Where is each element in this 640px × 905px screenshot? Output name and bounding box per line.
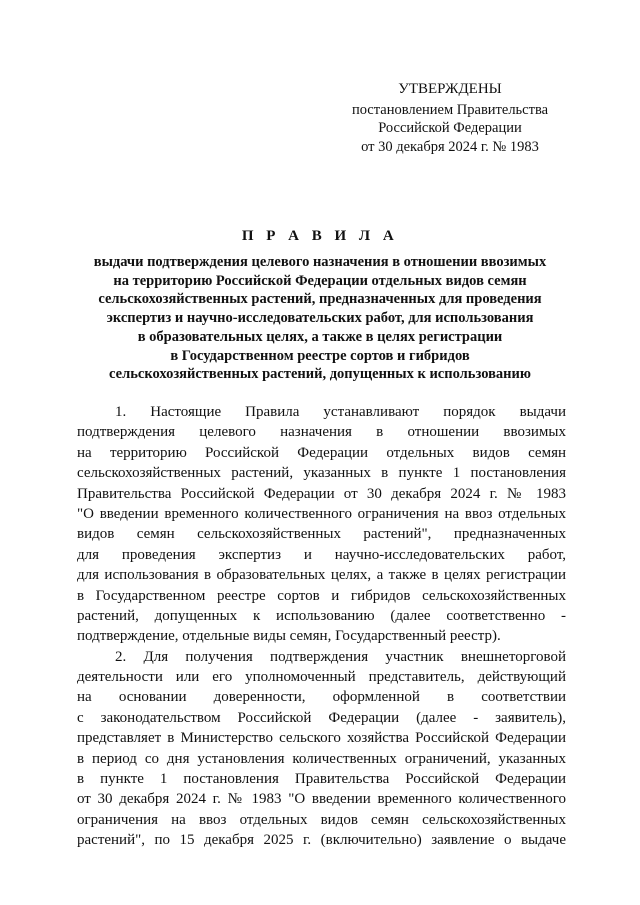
approval-line: постановлением Правительства	[351, 101, 549, 118]
paragraph-1-line: растений, допущенных к использованию (далее соответственно -	[77, 607, 566, 624]
paragraph-2-line: 2. Для получения подтверждения участник внешнеторговой	[115, 648, 566, 665]
paragraph-2-line: ограничения на ввоз отдельных видов семян сельскохозяйственных	[77, 811, 566, 828]
rules-subtitle	[60, 253, 580, 384]
subtitle-line: на территорию Российской Федерации отдельных видов семян	[113, 272, 527, 289]
paragraph-1-line: для использования в образовательных целях, а также в целях регистрации	[77, 567, 566, 584]
paragraph-1-line: для проведения экспертиз и научно-исследовательских работ,	[77, 546, 566, 563]
paragraph-1-line: сельскохозяйственных растений, указанных в пункте 1 постановления	[77, 465, 566, 482]
paragraph-2-line: в период со дня установления количественных ограничений, указанных	[77, 750, 566, 767]
approval-block	[330, 80, 570, 156]
paragraph-2-line: представляет в Министерство сельского хозяйства Российской Федерации	[77, 730, 566, 747]
paragraph-1-line: 1. Настоящие Правила устанавливают порядок выдачи	[115, 404, 566, 420]
paragraph-1-line: на территорию Российской Федерации отдельных видов семян	[77, 444, 566, 461]
paragraph-2-line: в пункте 1 постановления Правительства Российской Федерации	[77, 771, 566, 788]
subtitle-line: в Государственном реестре сортов и гибридов	[170, 347, 470, 364]
subtitle-line: выдачи подтверждения целевого назначения в отношении ввозимых	[93, 254, 547, 270]
paragraph-2-line: с законодательством Российской Федерации (далее - заявитель),	[77, 709, 566, 726]
subtitle-line: в образовательных целях, а также в целях регистрации	[137, 328, 503, 345]
approval-heading: УТВЕРЖДЕНЫ	[398, 81, 502, 97]
paragraph-1-line: подтверждения целевого назначения в отношении ввозимых	[77, 424, 566, 441]
paragraph-1-line: подтверждение, отдельные виды семян, Государственный реестр).	[77, 628, 501, 645]
paragraph-1-line: видов семян сельскохозяйственных растений", предназначенных	[77, 526, 566, 543]
paragraph-2-line: растений", по 15 декабря 2025 г. (включительно) заявление о выдаче	[77, 832, 566, 849]
subtitle-line: экспертиз и научно-исследовательских работ, для использования	[106, 310, 534, 327]
paragraph-1-line: в Государственном реестре сортов и гибридов сельскохозяйственных	[77, 587, 566, 604]
paragraph-1-line: "О введении временного количественного ограничения на ввоз отдельных	[77, 505, 566, 522]
approval-line: Российской Федерации	[378, 120, 522, 136]
paragraph-2-line: от 30 декабря 2024 г. № 1983 "О введении временного количественного	[77, 791, 566, 808]
document-body	[77, 402, 566, 851]
subtitle-line: сельскохозяйственных растений, допущенных к использованию	[109, 366, 531, 383]
rules-title: П Р А В И Л А	[241, 228, 399, 244]
paragraph-2-line: на основании доверенности, оформленной в соответствии	[77, 689, 566, 706]
paragraph-2-line: деятельности или его уполномоченный представитель, действующий	[77, 669, 566, 686]
approval-line: от 30 декабря 2024 г. № 1983	[361, 138, 539, 155]
subtitle-line: сельскохозяйственных растений, предназначенных для проведения	[98, 291, 542, 308]
paragraph-1-line: Правительства Российской Федерации от 30 декабря 2024 г. № 1983	[77, 485, 566, 502]
